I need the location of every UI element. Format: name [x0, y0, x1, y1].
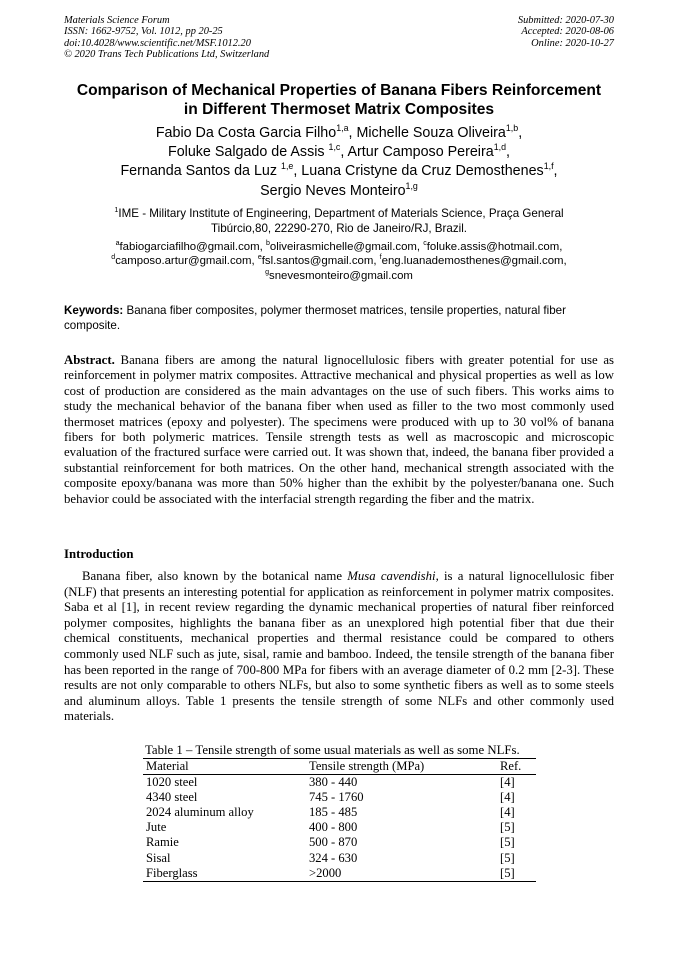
journal-copyright: © 2020 Trans Tech Publications Ltd, Switzerland: [64, 49, 270, 61]
author-affil-mark: 1,b: [505, 123, 519, 134]
table-cell: 745 - 1760: [309, 790, 364, 805]
journal-issn: ISSN: 1662-9752, Vol. 1012, pp 20-25: [64, 26, 223, 38]
table-cell: [4]: [500, 775, 515, 790]
paper-title: [40, 81, 638, 119]
table-row: [143, 835, 536, 850]
table-row: [143, 790, 536, 805]
affiliation-line: IME - Military Institute of Engineering, Department of Materials Science, Praça General: [118, 207, 564, 220]
table-cell: Jute: [146, 820, 167, 835]
author-affil-mark: 1,d: [493, 142, 507, 153]
table-caption: Table 1 – Tensile strength of some usual materials as well as some NLFs.: [145, 743, 520, 757]
author-affil-mark: 1,c: [328, 142, 341, 153]
title-line: Comparison of Mechanical Properties of Banana Fibers Reinforcement: [76, 82, 602, 99]
table-row: [143, 866, 536, 882]
affiliation: [70, 206, 608, 236]
table-row: [143, 851, 536, 866]
email-link[interactable]: fsl.santos@gmail.com,: [261, 255, 380, 268]
author-name: Foluke Salgado de Assis: [167, 144, 329, 161]
email-link[interactable]: eng.luanademosthenes@gmail.com,: [381, 255, 567, 268]
table-cell: 1020 steel: [146, 775, 198, 790]
table-cell: 2024 aluminum alloy: [146, 805, 254, 820]
affiliation-mark: 1: [114, 205, 119, 215]
table-cell: Ramie: [146, 835, 179, 850]
affiliation-line: Tibúrcio,80, 22290-270, Rio de Janeiro/RJ, Brazil.: [210, 222, 468, 236]
table-cell: [5]: [500, 850, 515, 865]
table-cell: [4]: [500, 805, 515, 820]
journal-doi: doi:10.4028/www.scientific.net/MSF.1012.20: [64, 37, 251, 49]
table-cell: 324 - 630: [309, 850, 358, 865]
table-cell: [5]: [500, 820, 515, 835]
section-heading: Introduction: [64, 547, 134, 561]
table-cell: 400 - 800: [309, 820, 358, 835]
author-name: Sergio Neves Monteiro: [260, 182, 406, 199]
table-cell: Fiberglass: [143, 866, 306, 882]
online-date: Online: 2020-10-27: [531, 37, 614, 49]
journal-info: [64, 15, 269, 61]
author-list: Fabio Da Costa Garcia Filho$^{1,a}$, Michelle Souza Oliveira$^{1,b}$, Foluke Salgado de Assis $^{1,c}$, Artur Camposo Pereira$^{1,d}$, Fernanda Santos da Luz $^{1,e}$, Luana Cristyne da Cruz Demosthenes$^{1,f}$, Sergio Neves Monteiro$^{1,g}$: [120, 123, 558, 199]
keywords: [64, 303, 614, 333]
author-affil-mark: 1,e: [281, 161, 294, 172]
table-cell: [5]: [500, 835, 515, 850]
email-link[interactable]: oliveirasmichelle@gmail.com,: [269, 241, 424, 253]
author-name: Artur Camposo Pereira: [347, 144, 494, 161]
abstract-label: Abstract.: [64, 353, 115, 367]
table-cell: [5]: [497, 866, 536, 882]
author-name: Luana Cristyne da Cruz Demosthenes: [301, 163, 544, 180]
table-cell: 380 - 440: [309, 775, 358, 790]
author-name: Fabio Da Costa Garcia Filho: [155, 125, 337, 141]
table-cell: 500 - 870: [309, 835, 358, 850]
keywords-text: Banana fiber composites, polymer thermoset matrices, tensile properties, natural fiber composite.: [64, 304, 566, 333]
journal-name: Materials Science Forum: [64, 15, 170, 26]
title-line: in Different Thermoset Matrix Composites: [183, 101, 495, 118]
column-header: Ref.: [497, 759, 536, 775]
table-row: [143, 820, 536, 835]
table-cell: 185 - 485: [309, 805, 358, 820]
author-name: Michelle Souza Oliveira: [356, 125, 506, 141]
email-link[interactable]: fabiogarciafilho@gmail.com,: [119, 241, 266, 253]
email-link[interactable]: snevesmonteiro@gmail.com: [269, 269, 413, 282]
column-header: Tensile strength (MPa): [306, 759, 497, 775]
table-row: [143, 775, 536, 791]
email-link[interactable]: foluke.assis@hotmail.com,: [426, 241, 563, 253]
accepted-date: Accepted: 2020-08-06: [521, 26, 614, 38]
table-cell: 4340 steel: [146, 790, 198, 805]
species-name: Musa cavendishi,: [347, 569, 439, 583]
submitted-date: Submitted: 2020-07-30: [517, 15, 614, 26]
author-affil-mark: 1,f: [543, 161, 554, 172]
author-affil-mark: 1,a: [336, 123, 349, 134]
introduction-paragraph: Banana fiber, also known by the botanical name Musa cavendishi, is a natural lignocellulosic fiber (NLF) that presents an interesting potential for application as reinforcement in polymer matrix composites. Saba et al [1], in recent review regarding the dynamic mechanical properties of natural fiber reinforced polymer composites, highlights the banana fiber as an unexplored high potential fiber that due their chemical constituents, mechanical properties and thermal resistance could be compared to others commonly used NLF such as jute, sisal, ramie and bamboo. Indeed, the tensile strength of the banana fiber has been reported in the range of 700-800 MPa for fibers with an average diameter of 0.2 mm [2-3]. These results are not only comparable to others NLFs, but also to some synthetic fibers as well as to some steels and aluminum alloys. Table 1 presents the tensile strength of some NLFs and other commonly used materials.: [64, 569, 614, 724]
table-cell: Sisal: [146, 850, 171, 865]
submission-dates: [518, 15, 614, 49]
abstract: [64, 353, 614, 507]
tensile-strength-table: [143, 758, 536, 882]
table-row: [143, 805, 536, 820]
table-cell: [4]: [500, 790, 515, 805]
author-emails: $^a$fabiogarciafilho@gmail.com, $^b$oliveirasmichelle@gmail.com, $^c$foluke.assis@hotmail.com, $^d$camposo.artur@gmail.com, $^e$fsl.santos@gmail.com, $^f$eng.luanademosthenes@gmail.com, $^g$snevesmonteiro@gmail.com: [111, 240, 567, 282]
author-name: Fernanda Santos da Luz: [120, 163, 282, 180]
author-affil-mark: 1,g: [405, 180, 418, 191]
keywords-label: Keywords:: [64, 304, 124, 317]
column-header: Material: [143, 759, 306, 775]
email-link[interactable]: camposo.artur@gmail.com,: [115, 255, 258, 268]
table-cell: >2000: [306, 866, 497, 882]
table-header-row: [143, 759, 536, 775]
abstract-text: Banana fibers are among the natural lignocellulosic fibers with greater potential for use as reinforcement in polymer matrix composites. Attractive mechanical and physical properties as well as low cost of production are considered as the main advantages on the use of such fibers. This works aims to study the mechanical behavior of the banana fiber when used as filler to the two most commonly used thermoset matrices (epoxy and polyester). The specimens were produced with up to 30 vol% of banana fibers for both polymeric matrices. Tensile strength tests as well as macroscopic and microscopic evaluation of the fractured surface were carried out. It was shown that, indeed, the banana fiber provided a substantial reinforcement for both matrices. On the other hand, mechanical strength associated with the composite epoxy/banana was more than 50% higher than the exhibit by the polyester/banana one. Such behavior could be associated with the interfacial strength regarding the fiber and the matrix.: [64, 353, 614, 506]
